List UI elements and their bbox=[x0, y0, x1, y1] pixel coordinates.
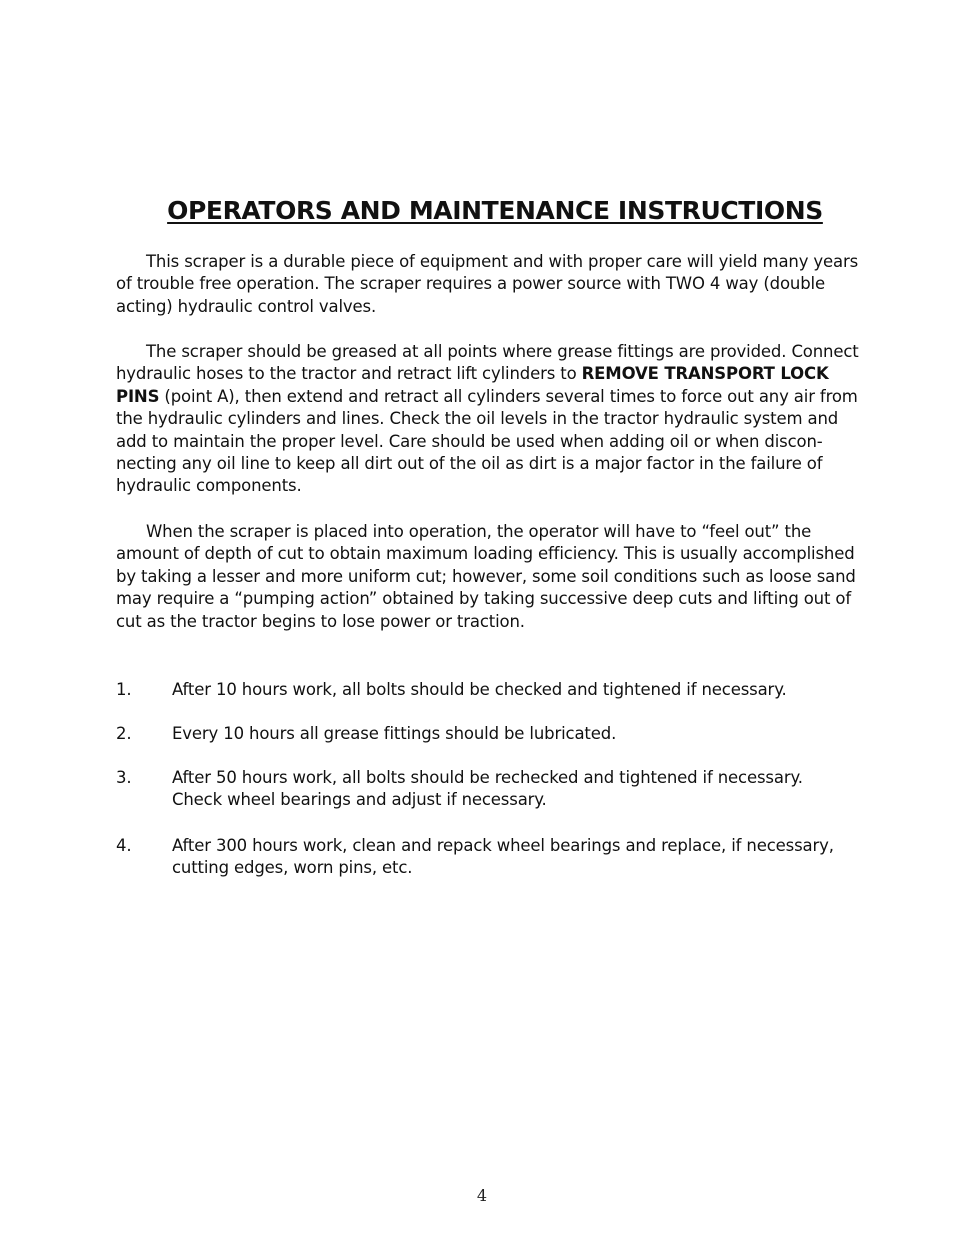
paragraph-line: amount of depth of cut to obtain maximum loading efficiency. This is usually accomplished bbox=[116, 544, 855, 564]
paragraph-line: by taking a lesser and more uniform cut; however, some soil conditions such as loose sand bbox=[116, 566, 856, 586]
list-item-text bbox=[172, 679, 872, 701]
paragraph-line: cut as the tractor begins to lose power or traction. bbox=[116, 611, 525, 631]
list-item-line: cutting edges, worn pins, etc. bbox=[172, 858, 413, 878]
list-item-number: 2. bbox=[116, 724, 132, 743]
list-item-number: 3. bbox=[116, 768, 132, 787]
intro-paragraph bbox=[116, 251, 876, 318]
list-item-number: 1. bbox=[116, 680, 132, 699]
page-title: OPERATORS AND MAINTENANCE INSTRUCTIONS bbox=[167, 196, 823, 225]
paragraph-text: (point A), then extend and retract all cylinders several times to force out any air from bbox=[159, 386, 858, 406]
paragraph-line: may require a “pumping action” obtained by taking successive deep cuts and lifting out of bbox=[116, 589, 852, 609]
list-item-line: After 300 hours work, clean and repack wheel bearings and replace, if necessary, bbox=[172, 836, 834, 855]
paragraph-line: The scraper should be greased at all points where grease fittings are provided. Connect bbox=[146, 342, 859, 361]
paragraph-line: hydraulic components. bbox=[116, 476, 302, 496]
list-item-line: After 10 hours work, all bolts should be checked and tightened if necessary. bbox=[172, 680, 787, 699]
list-item-line: Every 10 hours all grease fittings should be lubricated. bbox=[172, 724, 617, 743]
page-number: 4 bbox=[476, 1186, 488, 1205]
list-item-text bbox=[172, 767, 872, 812]
list-item-line: Check wheel bearings and adjust if necessary. bbox=[172, 790, 547, 810]
paragraph-line bbox=[116, 386, 876, 408]
paragraph-line: the hydraulic cylinders and lines. Check the oil levels in the tractor hydraulic system and bbox=[116, 409, 839, 429]
paragraph-line bbox=[116, 363, 876, 385]
list-item-line: After 50 hours work, all bolts should be rechecked and tightened if necessary. bbox=[172, 768, 803, 787]
paragraph-line: necting any oil line to keep all dirt out of the oil as dirt is a major factor in the failure of bbox=[116, 454, 823, 474]
list-item-text bbox=[172, 835, 872, 880]
operation-paragraph bbox=[116, 521, 876, 633]
paragraph-line: When the scraper is placed into operation, the operator will have to “feel out” the bbox=[146, 522, 812, 541]
paragraph-line: acting) hydraulic control valves. bbox=[116, 296, 377, 316]
transport-lock-warning-cont: PINS bbox=[116, 386, 160, 406]
paragraph-line: of trouble free operation. The scraper requires a power source with TWO 4 way (double bbox=[116, 274, 825, 294]
paragraph-line: This scraper is a durable piece of equipment and with proper care will yield many years bbox=[146, 252, 859, 271]
transport-lock-warning: REMOVE TRANSPORT LOCK bbox=[581, 364, 829, 384]
paragraph-text: hydraulic hoses to the tractor and retract lift cylinders to bbox=[116, 364, 582, 384]
greasing-paragraph bbox=[116, 341, 876, 498]
list-item-text bbox=[172, 723, 872, 745]
list-item-number: 4. bbox=[116, 836, 132, 855]
paragraph-line: add to maintain the proper level. Care should be used when adding oil or when discon- bbox=[116, 431, 823, 451]
